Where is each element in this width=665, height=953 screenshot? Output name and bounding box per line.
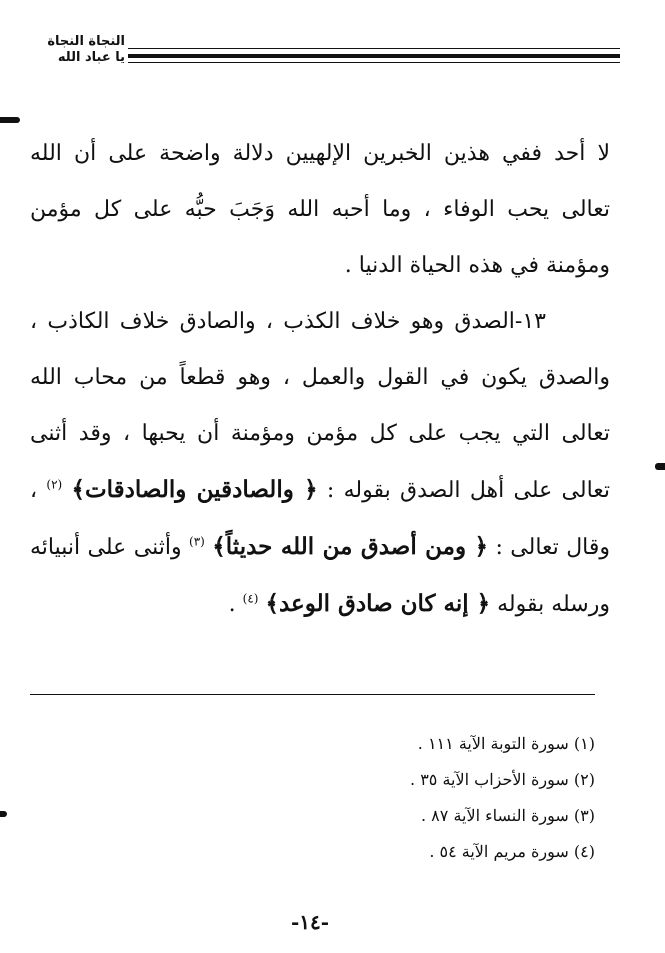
footnote-ref-2: (٢) bbox=[46, 477, 63, 492]
header-title-line-2: يا عباد الله bbox=[57, 50, 125, 65]
paragraph-2-end: . bbox=[228, 592, 236, 617]
header-title-line-1: النجاة النجاة bbox=[47, 34, 125, 49]
page-number: -١٤- bbox=[290, 910, 330, 934]
running-header bbox=[30, 34, 620, 74]
header-rule-top bbox=[128, 48, 620, 49]
body-text bbox=[30, 126, 610, 633]
quran-quote-2: ﴿ ومن أصدق من الله حديثاً﴾ bbox=[212, 533, 489, 560]
scan-margin-mark bbox=[655, 463, 665, 470]
scan-margin-mark bbox=[0, 811, 7, 817]
paragraph-2 bbox=[30, 294, 610, 633]
footnote-2: (٢) سورة الأحزاب الآية ٣٥ . bbox=[410, 770, 595, 789]
footnote-4: (٤) سورة مريم الآية ٥٤ . bbox=[429, 842, 595, 861]
footnote-1: (١) سورة التوبة الآية ١١١ . bbox=[417, 734, 595, 753]
scan-margin-mark bbox=[0, 117, 20, 123]
footnote-ref-4: (٤) bbox=[242, 591, 259, 606]
footnotes-list bbox=[195, 726, 595, 870]
header-title bbox=[47, 34, 125, 66]
paragraph-2-mid: وقال تعالى : bbox=[495, 535, 611, 560]
footnote-separator bbox=[30, 694, 595, 695]
paragraph-2-lead: ١٣-الصدق وهو خلاف الكذب ، والصادق خلاف الكاذب ، والصدق يكون في القول والعمل ، وهو قطعاً من محاب الله تعالى التي يجب على كل مؤمن ومؤمنة أن يحبها ، وقد أثنى تعالى على أهل الصدق بقوله : bbox=[30, 309, 611, 503]
footnote-ref-3: (٣) bbox=[189, 534, 205, 549]
header-rule-bottom bbox=[128, 62, 620, 63]
quran-quote-3: ﴿ إنه كان صادق الوعد﴾ bbox=[265, 590, 491, 617]
quran-quote-1: ﴿ والصادقين والصادقات﴾ bbox=[71, 476, 318, 503]
paragraph-2-mid-2: وأثنى على أنبيائه ورسله بقوله bbox=[30, 535, 610, 617]
paragraph-1: لا أحد ففي هذين الخبرين الإلهيين دلالة واضحة على أن الله تعالى يحب الوفاء ، وما أحبه الله وَجَبَ حبُّه على كل مؤمن ومؤمنة في هذه الحياة الدنيا . bbox=[30, 141, 610, 278]
header-rule-thick bbox=[128, 54, 620, 58]
paragraph-2-comma: ، bbox=[30, 478, 38, 503]
footnote-3: (٣) سورة النساء الآية ٨٧ . bbox=[421, 806, 595, 825]
